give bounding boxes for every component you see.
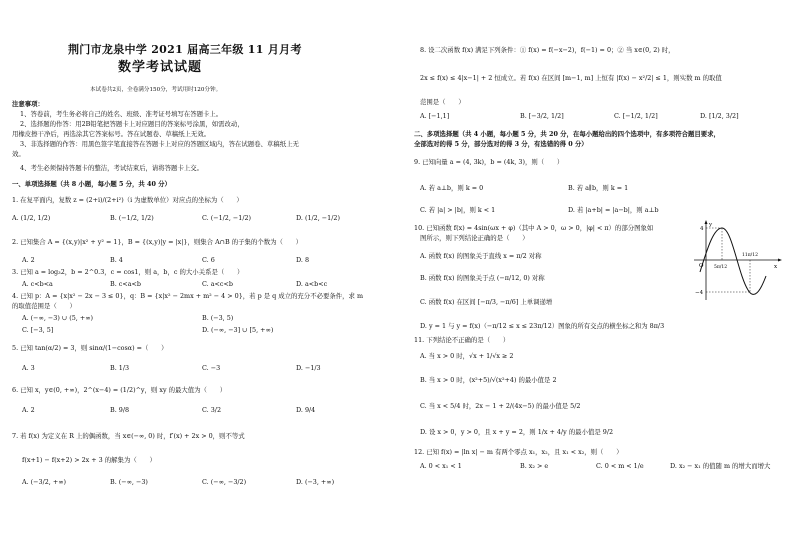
q6-stem: 6. 已知 x，y∈(0, +∞)，2^(x−4) = (1/2)^y，则 xy 的最大值为（ ）	[12, 386, 227, 394]
q4-option: C. [−3, 5]	[22, 326, 54, 334]
q10-sine-graph	[690, 220, 782, 304]
section1-heading: 一、单项选择题（共 8 小题，每小题 5 分，共 40 分）	[12, 180, 171, 188]
note-line: 3、非选择题的作答：用黑色签字笔直接答在答题卡上对应的答题区域内，答在试题卷、草稿纸上无	[20, 140, 299, 148]
q10-option: B. 函数 f(x) 的图象关于点 (−π/12, 0) 对称	[420, 274, 545, 282]
q12-option: C. 0 < m < 1/e	[596, 462, 644, 470]
q10-option: C. 函数 f(x) 在区间 [−π/3, −π/6] 上单调递增	[420, 298, 553, 306]
q2-option: D. 8	[296, 256, 310, 264]
q8-option: D. [1/2, 3/2]	[700, 112, 739, 120]
x-axis-label: x	[774, 264, 778, 270]
q5-option: D. −1/3	[296, 364, 321, 372]
q1-option: B. (−1/2, 1/2)	[110, 214, 154, 222]
q7-stem-cont: f(x+1) − f(x+2) > 2x + 3 的解集为（ ）	[22, 456, 156, 464]
q3-option: C. a<c<b	[202, 280, 233, 288]
max-label: 4	[700, 226, 704, 232]
q10-option: A. 函数 f(x) 的图象关于直线 x = π/2 对称	[420, 252, 542, 260]
q2-option: A. 2	[22, 256, 35, 264]
q4-option: B. (−3, 5)	[202, 314, 234, 322]
q11-stem: 11. 下列结论不正确的是（ ）	[414, 336, 510, 344]
q9-option: D. 若 |a+b| = |a−b|，则 a⊥b	[568, 206, 659, 214]
q9-option: A. 若 a⊥b，则 k = 0	[420, 184, 484, 192]
q11-option: D. 设 x > 0，y > 0，且 x + y = 2，则 1/x + 4/y 的最小值是 9/2	[420, 428, 614, 436]
q3-option: D. a<b<c	[296, 280, 328, 288]
q7-option: D. (−3, +∞)	[296, 478, 335, 486]
q4-stem: 4. 已知 p：A = {x|x² − 2x − 3 ≤ 0}，q：B = {x|x² − 2mx + m² − 4 > 0}，若 p 是 q 成立的充分不必要条件，求 m	[12, 292, 364, 300]
q2-option: B. 4	[110, 256, 123, 264]
q3-option: B. c<a<b	[110, 280, 141, 288]
note-line: 用橡皮擦干净后，再选涂其它答案标号。答在试题卷、草稿纸上无效。	[12, 130, 211, 138]
y-axis-label: y	[709, 222, 713, 228]
q6-option: A. 2	[22, 406, 35, 414]
q12-option: D. x₂ − x₁ 的值随 m 的增大而增大	[670, 462, 771, 470]
x-axis-arrow	[778, 259, 782, 262]
tick-label: 5π/12	[714, 265, 728, 270]
q2-stem: 2. 已知集合 A = {(x,y)|x² + y² = 1}，B = {(x,y)|y = |x|}，则集合 A∩B 的子集的个数为（ ）	[12, 238, 303, 246]
q12-option: A. 0 < x₁ < 1	[420, 462, 462, 470]
q9-stem: 9. 已知向量 a = (4, 3k)，b = (4k, 3)，则（ ）	[414, 158, 564, 166]
q6-option: D. 9/4	[296, 406, 316, 414]
q8-option: B. [−3/2, 1/2]	[520, 112, 564, 120]
q10-stem-cont: 图所示，则下列结论正确的是（ ）	[420, 234, 529, 242]
q8-option: C. [−1/2, 1/2]	[614, 112, 658, 120]
q9-option: B. 若 a∥b，则 k = 1	[568, 184, 629, 192]
q2-option: C. 6	[202, 256, 215, 264]
q4-option: D. (−∞, −3] ∪ [5, +∞)	[202, 326, 274, 334]
exam-subtitle: 数学考试试题	[118, 60, 203, 75]
q8-stem-cont: 范围是（ ）	[420, 98, 465, 106]
q12-stem: 12. 已知 f(x) = |ln x| − m 有两个零点 x₁，x₂，且 x₁ < x₂，则（ ）	[414, 448, 623, 456]
section2-heading-cont: 全部选对的得 5 分，部分选对的得 3 分，有选错的得 0 分）	[414, 140, 588, 148]
q6-option: C. 3/2	[202, 406, 222, 414]
q12-option: B. x₂ > e	[520, 462, 549, 470]
q8-stem-cont: 2x ≤ f(x) ≤ 4|x−1| + 2 恒成立。若 f(x) 在区间 [m−1, m] 上恒有 |f(x) − x²/2| ≤ 1，则实数 m 的取值	[420, 74, 722, 82]
q1-stem: 1. 在复平面内，复数 z = (2+i)/(2+i²)（i 为虚数单位）对应点的坐标为（ ）	[12, 196, 243, 204]
note-line: 4、考生必须保持答题卡的整洁，考试结束后，请将答题卡上交。	[20, 164, 204, 172]
q7-stem: 7. 若 f(x) 为定义在 R 上的偶函数，当 x∈(−∞, 0) 时，f′(x) + 2x > 0，则不等式	[12, 432, 245, 440]
q5-option: C. −3	[202, 364, 221, 372]
q1-option: D. (1/2, −1/2)	[296, 214, 340, 222]
q11-option: C. 当 x < 5/4 时，2x − 1 + 2/(4x−5) 的最小值是 5/2	[420, 402, 581, 410]
q10-option: D. y = 1 与 y = f(x)（−π/12 ≤ x ≤ 23π/12）图象的所有交点的横坐标之和为 8π/3	[420, 322, 665, 330]
q7-option: A. (−3/2, +∞)	[22, 478, 67, 486]
q6-option: B. 9/8	[110, 406, 130, 414]
sine-curve	[700, 228, 766, 294]
q3-option: A. c<b<a	[22, 280, 53, 288]
note-line: 2、选择题的作答：用2B铅笔把答题卡上对应题目的答案标号涂黑，如需改动，	[20, 120, 244, 128]
q7-option: C. (−∞, −3/2)	[202, 478, 247, 486]
exam-title: 荆门市龙泉中学 2021 届高三年级 11 月月考	[68, 43, 302, 56]
q4-stem-cont: 的取值范围是（ ）	[12, 302, 76, 310]
section2-heading: 二、多项选择题（共 4 小题，每小题 5 分，共 20 分，在每小题给出的四个选项中，有多项符合题目要求，	[414, 130, 720, 138]
q9-option: C. 若 |a| > |b|，则 k < 1	[420, 206, 496, 214]
q1-option: C. (−1/2, −1/2)	[202, 214, 252, 222]
q5-option: B. 1/3	[110, 364, 130, 372]
q5-option: A. 3	[22, 364, 35, 372]
min-label: −4	[695, 290, 704, 296]
q10-stem: 10. 已知函数 f(x) = 4sin(ωx + φ)（其中 A > 0，ω > 0，|φ| < π）的部分图象如	[414, 224, 654, 232]
y-axis-arrow	[705, 220, 708, 224]
q8-stem: 8. 设二次函数 f(x) 满足下列条件：① f(x) = f(−x−2)，f(−1) = 0；② 当 x∈(0, 2) 时，	[420, 46, 675, 54]
q7-option: B. (−∞, −3)	[110, 478, 148, 486]
exam-meta: 本试卷共2页，全卷满分150分，考试用时120分钟。	[90, 87, 222, 93]
q5-stem: 5. 已知 tan(α/2) = 3，则 sinα/(1−cosα) =（ ）	[12, 344, 168, 352]
q8-option: A. [−1,1]	[420, 112, 450, 120]
q1-option: A. (1/2, 1/2)	[12, 214, 51, 222]
q3-stem: 3. 已知 a = log₃2，b = 2^0.3，c = cos1，则 a，b，c 的大小关系是（ ）	[12, 268, 244, 276]
notes-heading: 注意事项：	[12, 100, 44, 108]
note-line: 1、答卷前，考生务必将自己的姓名、班级、准考证号填写在答题卡上。	[20, 110, 223, 118]
origin-label: O	[699, 263, 704, 269]
note-line: 效。	[12, 150, 25, 158]
q11-option: A. 当 x > 0 时，√x + 1/√x ≥ 2	[420, 352, 514, 360]
q4-option: A. (−∞, −3) ∪ (5, +∞)	[22, 314, 94, 322]
q11-option: B. 当 x > 0 时，(x²+5)/√(x²+4) 的最小值是 2	[420, 376, 557, 384]
tick-label: 11π/12	[742, 253, 758, 258]
